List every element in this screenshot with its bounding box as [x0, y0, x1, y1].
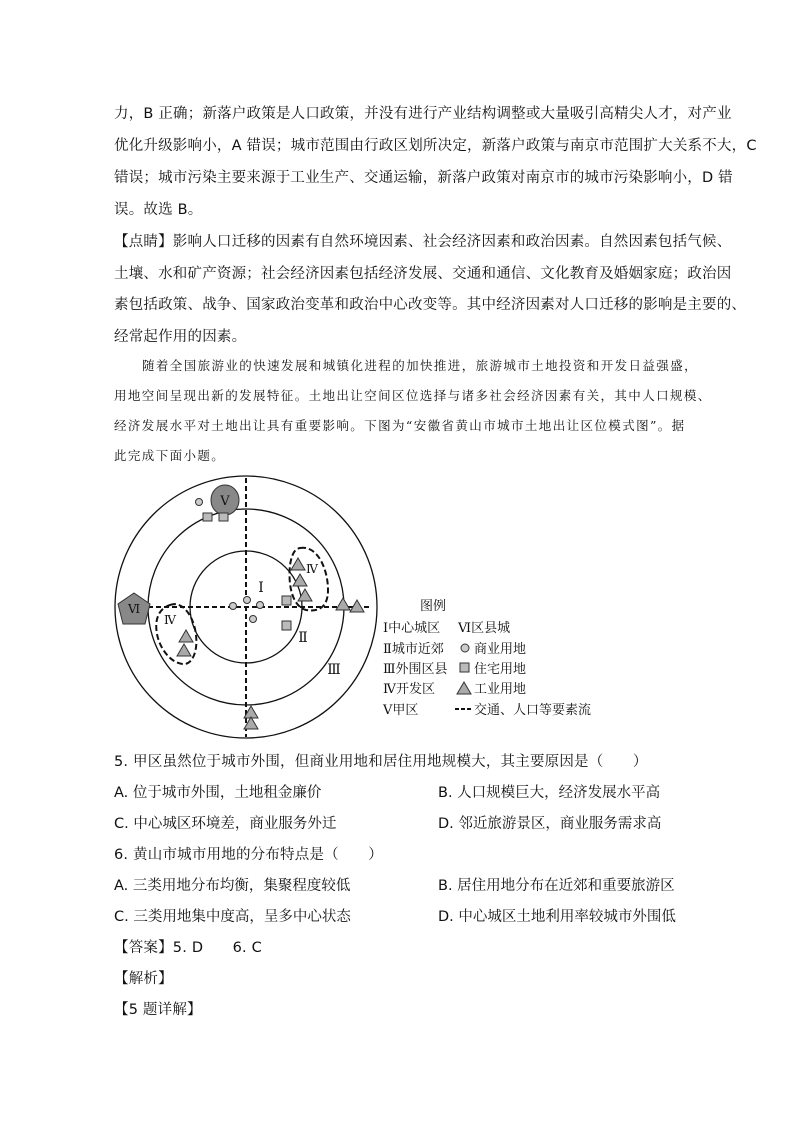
legend-zone-iv: Ⅳ开发区 — [383, 682, 435, 697]
q5-detail-heading: 【5 题详解】 — [114, 1002, 202, 1018]
q5-option-a: A. 位于城市外围，土地租金廉价 — [114, 785, 322, 801]
intro-line: 此完成下面小题。 — [114, 448, 226, 463]
legend-industrial: 工业用地 — [474, 682, 527, 697]
q5-option-b: B. 人口规模巨大，经济发展水平高 — [438, 785, 661, 801]
commercial-land-mark — [250, 616, 257, 623]
text-line: 错误；城市污染主要来源于工业生产、交通运输，新落户政策对南京市的城市污染影响小，D 错 — [114, 170, 733, 186]
text-line: 素包括政策、战争、国家政治变革和政治中心改变等。其中经济因素对人口迁移的影响是主要的、 — [114, 297, 747, 313]
industrial-land-mark — [179, 630, 193, 642]
residential-land-mark — [219, 513, 228, 521]
q6-option-c: C. 三类用地集中度高，呈多中心状态 — [114, 909, 351, 925]
legend-zone-iii: Ⅲ外围区县 — [383, 662, 448, 677]
text-line: 力，B 正确；新落户政策是人口政策，并没有进行产业结构调整或大量吸引高精尖人才，对产业 — [114, 106, 732, 122]
q6-option-a: A. 三类用地分布均衡，集聚程度较低 — [114, 878, 351, 894]
legend-flow: 交通、人口等要素流 — [474, 703, 592, 718]
legend-commercial: 商业用地 — [474, 642, 527, 657]
key-point-line: 【点睛】影响人口迁移的因素有自然环境因素、社会经济因素和政治因素。自然因素包括气候、 — [114, 234, 732, 250]
legend-commercial-mark — [461, 644, 469, 652]
residential-land-mark — [282, 596, 291, 605]
commercial-land-mark — [257, 602, 264, 609]
analysis-heading: 【解析】 — [114, 971, 173, 987]
legend-residential: 住宅用地 — [474, 662, 527, 677]
answer-line: 【答案】5. D 6. C — [114, 940, 262, 956]
text-line: 优化升级影响小，A 错误；城市范围由行政区划所决定，新落户政策与南京市范围扩大关系不大，C — [114, 138, 757, 154]
legend-residential-mark — [460, 663, 469, 672]
q5-option-d: D. 邻近旅游景区，商业服务需求高 — [438, 816, 662, 832]
legend-zone-v: Ⅴ甲区 — [383, 703, 419, 718]
legend-zone-vi: Ⅵ区县城 — [458, 621, 511, 636]
zone-iii-label: Ⅲ — [327, 662, 341, 678]
intro-line: 经济发展水平对土地出让具有重要影响。下图为“安徽省黄山市城市土地出让区位模式图”。据 — [114, 418, 686, 433]
zone-i-label: Ⅰ — [258, 580, 264, 596]
commercial-land-mark — [244, 597, 251, 604]
residential-land-mark — [282, 621, 291, 630]
zone-vi-label: Ⅵ — [127, 602, 141, 616]
legend-zone-ii: Ⅱ城市近郊 — [383, 642, 444, 657]
text-line: 经常起作用的因素。 — [114, 329, 247, 345]
legend-industrial-mark — [457, 682, 471, 694]
legend-zone-i: Ⅰ中心城区 — [383, 621, 441, 636]
industrial-land-mark — [291, 558, 305, 570]
intro-line: 用地空间呈现出新的发展特征。土地出让空间区位选择与诸多社会经济因素有关，其中人口规模、 — [114, 388, 712, 403]
text-line: 土壤、水和矿产资源；社会经济因素包括经济发展、交通和通信、文化教育及婚姻家庭；政治因 — [114, 266, 732, 282]
land-transfer-diagram — [0, 470, 794, 740]
q5-option-c: C. 中心城区环境差，商业服务外迁 — [114, 816, 337, 832]
industrial-land-mark — [177, 644, 191, 656]
residential-land-mark — [203, 513, 212, 521]
q6-option-b: B. 居住用地分布在近郊和重要旅游区 — [438, 878, 675, 894]
zone-v-label: Ⅴ — [220, 494, 230, 509]
question-5-stem: 5. 甲区虽然位于城市外围，但商业用地和居住用地规模大，其主要原因是（ ） — [114, 754, 648, 770]
commercial-land-mark — [230, 603, 237, 610]
commercial-land-mark — [196, 499, 203, 506]
zone-iv-label-east: Ⅳ — [306, 562, 318, 576]
intro-line: 随着全国旅游业的快速发展和城镇化进程的加快推进，旅游城市土地投资和开发日益强盛， — [142, 358, 699, 373]
question-6-stem: 6. 黄山市城市用地的分布特点是（ ） — [114, 847, 383, 863]
legend-title: 图例 — [420, 599, 447, 614]
zone-iv-label-west: Ⅳ — [164, 613, 176, 627]
industrial-land-mark — [336, 598, 350, 610]
text-line: 误。故选 B。 — [114, 202, 203, 218]
q6-option-d: D. 中心城区土地利用率较城市外围低 — [438, 909, 676, 925]
zone-ii-label: Ⅱ — [298, 630, 308, 646]
